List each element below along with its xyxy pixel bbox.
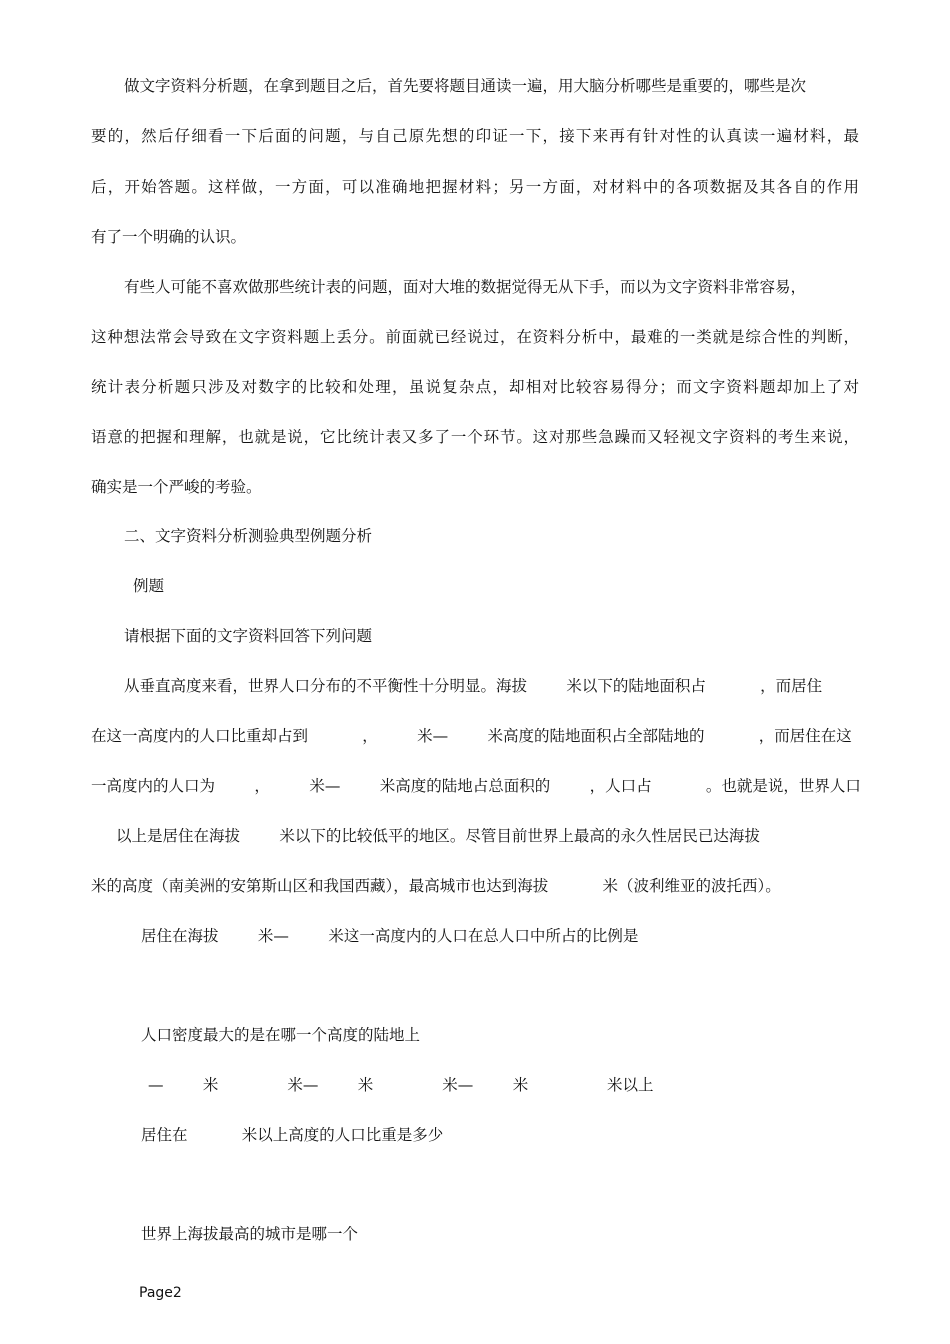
question-2-options: — 米 米— 米 米— 米 米以上 — [148, 1076, 654, 1094]
text-line: 有了一个明确的认识。 — [91, 228, 247, 246]
text-line: 后，开始答题。这样做，一方面，可以准确地把握材料；另一方面，对材料中的各项数据及其各自的作用 — [91, 178, 859, 196]
text-line: 有些人可能不喜欢做那些统计表的问题，面对大堆的数据觉得无从下手，而以为文字资料非常容易， — [124, 278, 807, 296]
text-line: 米的高度（南美洲的安第斯山区和我国西藏），最高城市也达到海拔 米（波利维亚的波托西）。 — [91, 877, 781, 895]
text-line: 一高度内的人口为 ， 米— 米高度的陆地占总面积的 ，人口占 。也就是说，世界人口 — [91, 777, 861, 795]
question-1: 居住在海拔 米— 米这一高度内的人口在总人口中所占的比例是 — [141, 927, 639, 945]
text-line: 确实是一个严峻的考验。 — [91, 478, 262, 496]
instruction-text: 请根据下面的文字资料回答下列问题 — [124, 627, 373, 645]
example-label: 例题 — [133, 577, 165, 595]
text-line: 要的，然后仔细看一下后面的问题，与自己原先想的印证一下，接下来再有针对性的认真读一遍材料，最 — [91, 127, 859, 145]
text-line: 以上是居住在海拔 米以下的比较低平的地区。尽管目前世界上最高的永久性居民已达海拔 — [116, 827, 760, 845]
question-3: 居住在 米以上高度的人口比重是多少 — [141, 1126, 444, 1144]
question-4: 世界上海拔最高的城市是哪一个 — [141, 1225, 359, 1243]
section-heading: 二、文字资料分析测验典型例题分析 — [124, 527, 373, 545]
question-2: 人口密度最大的是在哪一个高度的陆地上 — [141, 1026, 421, 1044]
text-line: 统计表分析题只涉及对数字的比较和处理，虽说复杂点，却相对比较容易得分；而文字资料题却加上了对 — [91, 378, 859, 396]
text-line: 做文字资料分析题，在拿到题目之后，首先要将题目通读一遍，用大脑分析哪些是重要的，哪些是次 — [124, 77, 807, 95]
page-number: Page2 — [139, 1285, 182, 1301]
text-line: 语意的把握和理解，也就是说，它比统计表又多了一个环节。这对那些急躁而又轻视文字资料的考生来说， — [91, 428, 859, 446]
text-line: 在这一高度内的人口比重却占到 ， 米— 米高度的陆地面积占全部陆地的 ，而居住在这 — [91, 727, 852, 745]
text-line: 从垂直高度来看，世界人口分布的不平衡性十分明显。海拔 米以下的陆地面积占 ，而居住 — [124, 677, 823, 695]
text-line: 这种想法常会导致在文字资料题上丢分。前面就已经说过，在资料分析中，最难的一类就是综合性的判断， — [91, 328, 859, 346]
